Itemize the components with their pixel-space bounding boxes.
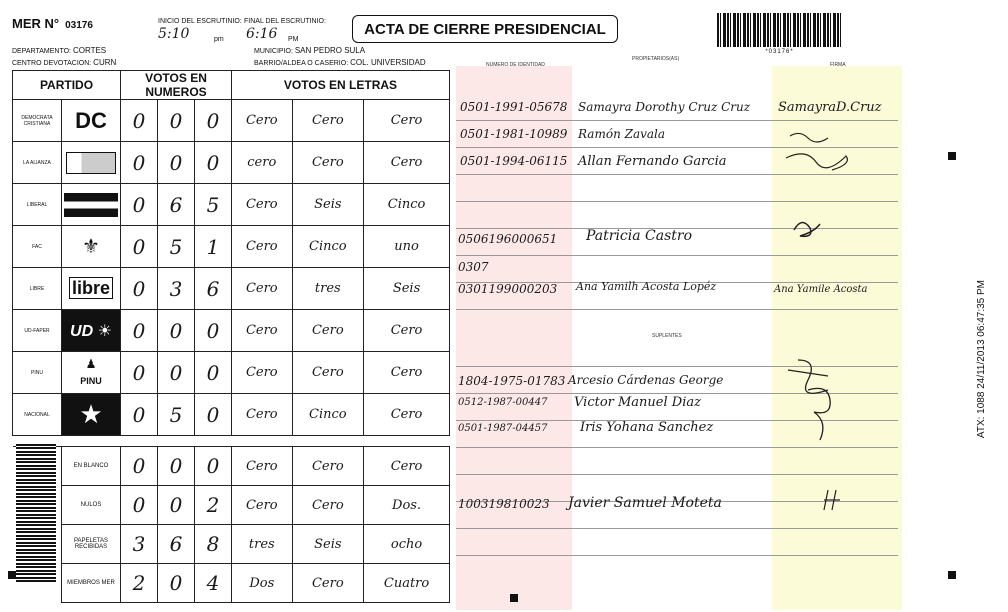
- prop-id: 0501-1981-10989: [460, 127, 568, 141]
- prop-id: 0506196000651: [458, 232, 558, 246]
- alianza-flag-icon: [62, 142, 121, 184]
- pinu-logo: ♟ PINU: [62, 352, 121, 394]
- col-firma: FIRMA: [830, 62, 846, 68]
- col-propietarios: PROPIETARIOS(AS): [632, 56, 680, 62]
- table-row: EN BLANCO 0 0 0 Cero Cero Cero: [13, 447, 450, 486]
- table-row: DEMOCRATA CRISTIANA DC 0 0 0 Cero Cero Cero: [13, 100, 450, 142]
- nacional-star-icon: ★: [62, 394, 121, 436]
- sup-id: 0501-1987-04457: [458, 423, 548, 434]
- prop-name: Ramón Zavala: [578, 127, 666, 141]
- col-partido: PARTIDO: [13, 71, 121, 100]
- table-row: MIEMBROS MER 2 0 4 Dos Cero Cuatro: [13, 564, 450, 603]
- departamento: DEPARTAMENTO: CORTES: [12, 46, 107, 55]
- prop-id: 0501-1991-05678: [460, 100, 568, 114]
- table-row: NULOS 0 0 2 Cero Cero Dos.: [13, 486, 450, 525]
- prop-id: 0501-1994-06115: [460, 154, 568, 168]
- centro: CENTRO DEVOTACION: CURN: [12, 58, 117, 67]
- suplentes-label: SUPLENTES: [652, 333, 682, 339]
- prop-id: 0301199000203: [458, 282, 558, 296]
- table-row: NACIONAL ★ 0 5 0 Cero Cinco Cero: [13, 394, 450, 436]
- municipio: MUNICIPIO: SAN PEDRO SULA: [254, 46, 366, 55]
- registration-mark: [8, 571, 16, 579]
- mer-number: MER N° 03176: [12, 16, 93, 31]
- timestamp-stamp: ATX: 1088 24/11/2013 06:47:35 PM: [976, 280, 987, 439]
- prop-id: 0307: [458, 260, 489, 274]
- barcode: [717, 13, 842, 47]
- fac-emblem-icon: ⚜: [62, 226, 121, 268]
- dc-logo: DC: [62, 100, 121, 142]
- liberal-flag-icon: [62, 184, 121, 226]
- registration-mark: [948, 152, 956, 160]
- libre-logo: libre: [62, 268, 121, 310]
- sup-name: Arcesio Cárdenas George: [568, 373, 724, 387]
- ud-logo: UD ☀: [62, 310, 121, 352]
- sup-name: Javier Samuel Moteta: [568, 495, 722, 511]
- table-row: LA ALIANZA 0 0 0 cero Cero Cero: [13, 142, 450, 184]
- prop-signature: SamayraD.Cruz: [778, 100, 882, 115]
- sup-name: Iris Yohana Sanchez: [580, 420, 714, 435]
- sup-id: 0512-1987-00447: [458, 397, 548, 408]
- prop-name: Samayra Dorothy Cruz Cruz: [578, 100, 751, 114]
- suplentes-signature-scribbles: [778, 350, 868, 520]
- inicio-time: 5:10: [158, 26, 190, 42]
- signature-scribbles: [780, 118, 870, 298]
- table-row: LIBRE libre 0 3 6 Cero tres Seis: [13, 268, 450, 310]
- prop-name: Ana Yamilh Acosta Lopéz: [576, 280, 717, 293]
- final-label: FINAL DEL ESCRUTINIO:: [244, 18, 326, 25]
- votes-table: [12, 70, 450, 603]
- sup-id: 1804-1975-01783: [458, 374, 566, 388]
- table-row: UD-FAPER UD ☀ 0 0 0 Cero Cero Cero: [13, 310, 450, 352]
- prop-name: Patricia Castro: [586, 228, 693, 244]
- sup-name: Victor Manuel Diaz: [574, 395, 701, 410]
- table-row: FAC ⚜ 0 5 1 Cero Cinco uno: [13, 226, 450, 268]
- barcode-number: *03176*: [765, 49, 794, 55]
- inicio-ampm: pm: [214, 36, 224, 43]
- table-row: LIBERAL 0 6 5 Cero Seis Cinco: [13, 184, 450, 226]
- prop-name: Allan Fernando Garcia: [578, 154, 727, 169]
- final-time: 6:16: [246, 26, 278, 42]
- inicio-label: INICIO DEL ESCRUTINIO:: [158, 18, 242, 25]
- document-title: ACTA DE CIERRE PRESIDENCIAL: [352, 15, 618, 43]
- registration-mark: [948, 571, 956, 579]
- final-ampm: PM: [288, 36, 299, 43]
- col-letras: VOTOS EN LETRAS: [232, 71, 450, 100]
- col-numeros: VOTOS EN NUMEROS: [121, 71, 232, 100]
- col-identidad: NUMERO DE IDENTIDAD: [486, 62, 545, 68]
- sup-id: 100319810023: [458, 497, 550, 511]
- table-row: PAPELETAS RECIBIDAS 3 6 8 tres Seis ocho: [13, 525, 450, 564]
- barrio: BARRIO/ALDEA O CASERIO: COL. UNIVERSIDAD: [254, 58, 426, 67]
- prop-signature: Ana Yamile Acosta: [774, 284, 868, 295]
- table-row: PINU ♟ PINU 0 0 0 Cero Cero Cero: [13, 352, 450, 394]
- registration-mark: [510, 594, 518, 602]
- side-barcode: [16, 442, 56, 582]
